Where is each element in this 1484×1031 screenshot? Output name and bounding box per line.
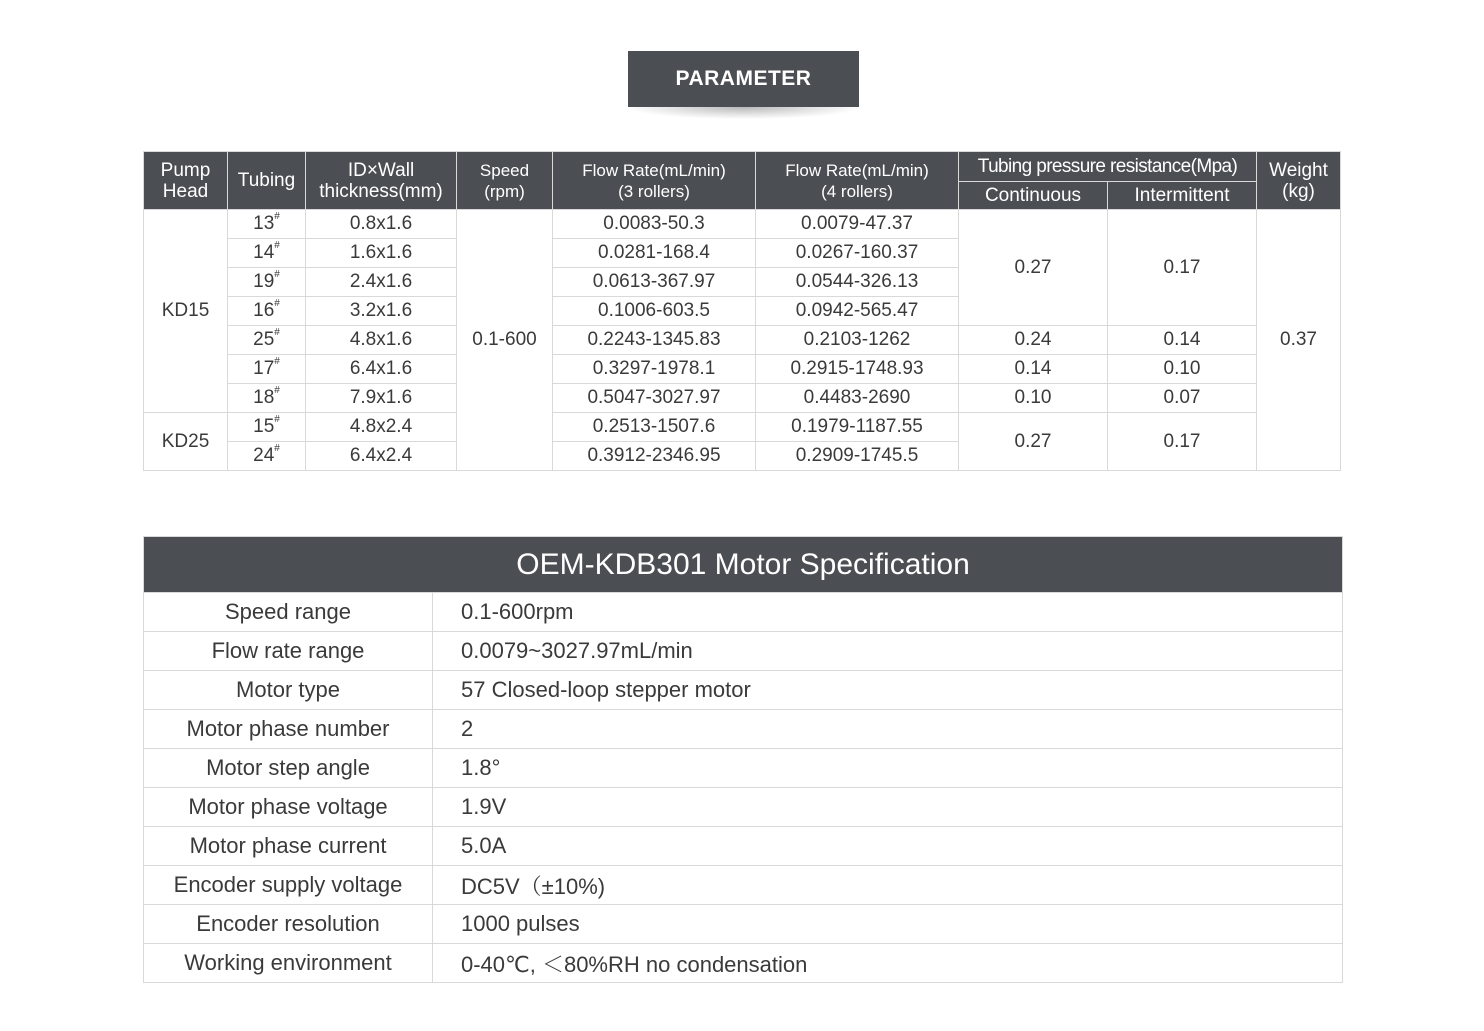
continuous-cell: 0.27 xyxy=(959,210,1108,326)
tubing-cell: 14# xyxy=(228,239,306,268)
parameter-banner xyxy=(628,51,859,107)
flow3-cell: 0.3297-1978.1 xyxy=(553,355,756,384)
spec-label: Motor phase voltage xyxy=(144,788,433,827)
header-tubing: Tubing xyxy=(228,152,306,210)
spec-value: 0-40℃, ＜80%RH no condensation xyxy=(433,944,1343,983)
header-weight: Weight (kg) xyxy=(1257,152,1341,210)
spec-row xyxy=(144,632,1343,671)
header-flow-4-rollers: Flow Rate(mL/min) (4 rollers) xyxy=(756,152,959,210)
flow3-cell: 0.5047-3027.97 xyxy=(553,384,756,413)
id-wall-cell: 6.4x2.4 xyxy=(306,442,457,471)
spec-row xyxy=(144,866,1343,905)
id-wall-cell: 6.4x1.6 xyxy=(306,355,457,384)
intermittent-cell: 0.10 xyxy=(1108,355,1257,384)
flow4-cell: 0.0079-47.37 xyxy=(756,210,959,239)
id-wall-cell: 2.4x1.6 xyxy=(306,268,457,297)
spec-value: 0.0079~3027.97mL/min xyxy=(433,632,1343,671)
flow4-cell: 0.0544-326.13 xyxy=(756,268,959,297)
tubing-cell: 18# xyxy=(228,384,306,413)
id-wall-cell: 0.8x1.6 xyxy=(306,210,457,239)
flow3-cell: 0.1006-603.5 xyxy=(553,297,756,326)
table-row xyxy=(144,210,1341,239)
tubing-cell: 25# xyxy=(228,326,306,355)
spec-value: DC5V（±10%) xyxy=(433,866,1343,905)
speed-cell: 0.1-600 xyxy=(457,210,553,471)
spec-row xyxy=(144,710,1343,749)
flow4-cell: 0.2909-1745.5 xyxy=(756,442,959,471)
flow3-cell: 0.3912-2346.95 xyxy=(553,442,756,471)
header-id-wall: ID×Wall thickness(mm) xyxy=(306,152,457,210)
spec-label: Working environment xyxy=(144,944,433,983)
flow3-cell: 0.2243-1345.83 xyxy=(553,326,756,355)
parameter-table xyxy=(143,151,1341,471)
tubing-cell: 13# xyxy=(228,210,306,239)
id-wall-cell: 3.2x1.6 xyxy=(306,297,457,326)
flow3-cell: 0.0083-50.3 xyxy=(553,210,756,239)
spec-row xyxy=(144,905,1343,944)
intermittent-cell: 0.14 xyxy=(1108,326,1257,355)
spec-value: 0.1-600rpm xyxy=(433,593,1343,632)
continuous-cell: 0.14 xyxy=(959,355,1108,384)
spec-row xyxy=(144,827,1343,866)
spec-value: 57 Closed-loop stepper motor xyxy=(433,671,1343,710)
spec-value: 2 xyxy=(433,710,1343,749)
id-wall-cell: 4.8x1.6 xyxy=(306,326,457,355)
header-pressure-resistance: Tubing pressure resistance(Mpa) xyxy=(959,152,1257,182)
tubing-cell: 17# xyxy=(228,355,306,384)
motor-spec-title: OEM-KDB301 Motor Specification xyxy=(144,537,1343,593)
tubing-cell: 15# xyxy=(228,413,306,442)
spec-label: Encoder supply voltage xyxy=(144,866,433,905)
table-row xyxy=(144,384,1341,413)
table-row xyxy=(144,326,1341,355)
flow4-cell: 0.1979-1187.55 xyxy=(756,413,959,442)
flow3-cell: 0.0613-367.97 xyxy=(553,268,756,297)
table-row xyxy=(144,413,1341,442)
id-wall-cell: 1.6x1.6 xyxy=(306,239,457,268)
spec-label: Flow rate range xyxy=(144,632,433,671)
weight-cell: 0.37 xyxy=(1257,210,1341,471)
flow4-cell: 0.2915-1748.93 xyxy=(756,355,959,384)
flow4-cell: 0.0267-160.37 xyxy=(756,239,959,268)
spec-label: Encoder resolution xyxy=(144,905,433,944)
spec-label: Motor step angle xyxy=(144,749,433,788)
flow3-cell: 0.0281-168.4 xyxy=(553,239,756,268)
spec-row xyxy=(144,749,1343,788)
spec-value: 5.0A xyxy=(433,827,1343,866)
spec-label: Motor phase current xyxy=(144,827,433,866)
spec-value: 1.8° xyxy=(433,749,1343,788)
spec-row xyxy=(144,944,1343,983)
flow3-cell: 0.2513-1507.6 xyxy=(553,413,756,442)
continuous-cell: 0.24 xyxy=(959,326,1108,355)
id-wall-cell: 4.8x2.4 xyxy=(306,413,457,442)
header-flow-3-rollers: Flow Rate(mL/min) (3 rollers) xyxy=(553,152,756,210)
table-row xyxy=(144,355,1341,384)
spec-value: 1000 pulses xyxy=(433,905,1343,944)
intermittent-cell: 0.07 xyxy=(1108,384,1257,413)
motor-spec-table xyxy=(143,536,1343,983)
tubing-cell: 24# xyxy=(228,442,306,471)
flow4-cell: 0.0942-565.47 xyxy=(756,297,959,326)
header-pump-head: Pump Head xyxy=(144,152,228,210)
spec-label: Speed range xyxy=(144,593,433,632)
tubing-cell: 19# xyxy=(228,268,306,297)
header-continuous: Continuous xyxy=(959,182,1108,210)
pump-head-cell: KD15 xyxy=(144,210,228,413)
header-speed: Speed (rpm) xyxy=(457,152,553,210)
spec-row xyxy=(144,788,1343,827)
continuous-cell: 0.27 xyxy=(959,413,1108,471)
id-wall-cell: 7.9x1.6 xyxy=(306,384,457,413)
parameter-title: PARAMETER xyxy=(675,67,812,90)
flow4-cell: 0.2103-1262 xyxy=(756,326,959,355)
spec-label: Motor type xyxy=(144,671,433,710)
header-intermittent: Intermittent xyxy=(1108,182,1257,210)
intermittent-cell: 0.17 xyxy=(1108,413,1257,471)
continuous-cell: 0.10 xyxy=(959,384,1108,413)
pump-head-cell: KD25 xyxy=(144,413,228,471)
intermittent-cell: 0.17 xyxy=(1108,210,1257,326)
spec-row xyxy=(144,593,1343,632)
tubing-cell: 16# xyxy=(228,297,306,326)
flow4-cell: 0.4483-2690 xyxy=(756,384,959,413)
spec-row xyxy=(144,671,1343,710)
spec-label: Motor phase number xyxy=(144,710,433,749)
spec-value: 1.9V xyxy=(433,788,1343,827)
banner-shadow xyxy=(628,107,859,119)
